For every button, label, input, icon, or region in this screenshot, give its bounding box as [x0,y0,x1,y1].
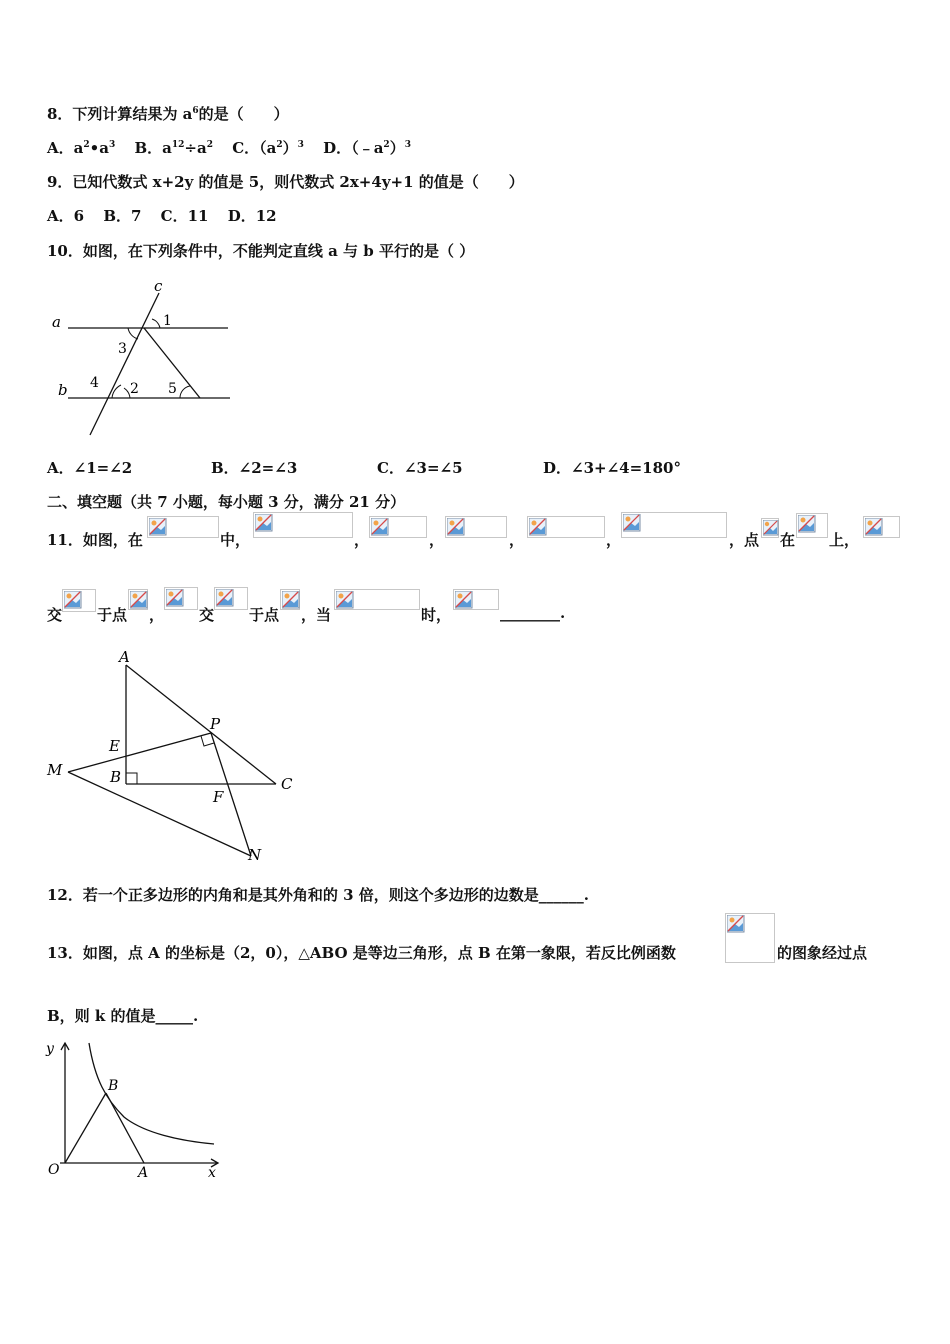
label-F: F [213,788,224,806]
label-3: 3 [118,341,127,357]
broken-image-icon [147,516,219,538]
broken-image-icon [164,587,198,610]
q11-answer-blank: ________. [500,604,566,622]
q9-option-c: C．11 [160,207,209,225]
label-2: 2 [130,381,139,397]
segment-OB [65,1093,106,1163]
broken-image-icon [453,589,499,610]
q11-text-6: ， [606,531,622,549]
arc-5 [180,386,190,398]
q11-text-8: 在 [780,531,796,549]
q9-options [47,205,277,226]
q10-option-c: C．∠3=∠5 [377,459,463,477]
q9-option-b: B．7 [103,207,142,225]
label-P: P [210,715,221,733]
broken-image-icon [334,589,420,610]
broken-image-icon [621,512,727,538]
arc-3 [128,328,138,339]
q13-figure [40,1035,230,1185]
q10-option-d: D．∠3+∠4=180° [543,459,681,477]
label-N: N [248,846,262,864]
q8-options [47,137,411,158]
q11-text-16: 时， [421,606,452,624]
label-B: B [108,1078,119,1094]
broken-image-icon [128,589,148,610]
label-A: A [138,1165,149,1181]
label-M: M [47,761,63,779]
q11-text-10: 交 [47,606,63,624]
q13-stem-line2: B，则 k 的值是_____. [47,1007,199,1025]
q10-option-b: B．∠2=∠3 [211,459,298,477]
broken-image-icon [863,516,900,538]
q10-options [47,457,681,478]
label-a: a [52,313,61,331]
q8-option-b: B．$a^{12}\div a^2$ [134,139,213,157]
q9-stem: 9．已知代数式 x+2y 的值是 5，则代数式 2x+4y+1 的值是（ ） [47,173,524,191]
q11-text-12: ， [149,606,165,624]
q11-text-4: ， [429,531,445,549]
broken-image-icon [761,518,779,538]
q8-stem-sup: 6 [192,106,199,116]
q8-option-d: D．$(﹣a^2)^3$ [323,139,411,157]
q10-stem: 10．如图，在下列条件中，不能判定直线 a 与 b 平行的是（ ） [47,242,475,260]
q11-text-15: ，当 [301,606,332,624]
q9-option-d: D．12 [227,207,277,225]
label-y: y [46,1041,54,1057]
line-c [90,293,159,435]
q11-text-7: ，点 [729,531,760,549]
q10-figure [40,275,250,445]
broken-image-icon [527,516,605,538]
segment-MP [68,733,211,772]
label-c: c [154,277,163,295]
label-B: B [110,768,122,786]
broken-image-icon [445,516,507,538]
label-x: x [208,1165,216,1181]
right-angle-B [126,773,137,784]
label-1: 1 [163,313,172,329]
section-title: 二、填空题（共 7 小题，每小题 3 分，满分 21 分） [47,493,406,511]
q11-text-3: ， [354,531,370,549]
label-O: O [48,1162,60,1178]
q12-stem: 12．若一个正多边形的内角和是其外角和的 3 倍，则这个多边形的边数是______. [47,886,589,904]
arc-1 [152,319,160,328]
q8-option-c: C．$(a^2)^3$ [232,139,304,157]
broken-image-icon [62,589,96,612]
q11-figure [40,645,310,870]
label-b: b [58,381,68,399]
q13-stem: 13．如图，点 A 的坐标是（2，0），△ABO 是等边三角形，点 B 在第一象限，若反比例函数 [47,944,676,962]
q8-stem-text: 8．下列计算结果为 a [47,105,193,123]
label-E: E [109,737,120,755]
q9-option-a: A．6 [47,207,85,225]
broken-image-icon [280,589,300,610]
q11-text-11: 于点 [97,606,128,624]
label-A: A [119,648,130,666]
q8-stem [47,103,289,124]
broken-image-icon [369,516,427,538]
q11-text-14: 于点 [249,606,280,624]
q11-text-5: ， [509,531,525,549]
q8-option-a: A．$a^2•a^3$ [47,139,116,157]
q11-text-13: 交 [199,606,215,624]
q13-stem-tail: 的图象经过点 [777,944,868,962]
label-C: C [281,775,293,793]
broken-image-icon [253,512,353,538]
broken-image-icon [725,913,775,963]
broken-image-icon [214,587,248,610]
q8-stem-tail: 的是（ ） [198,105,289,123]
q11-text-2: 中， [220,531,251,549]
label-4: 4 [90,375,99,391]
segment-AC [126,665,276,784]
q11-text-1: 11．如图，在 [47,531,143,549]
q10-option-a: A．∠1=∠2 [47,459,133,477]
label-5: 5 [168,381,177,397]
q11-text-9: 上， [829,531,860,549]
broken-image-icon [796,513,828,538]
